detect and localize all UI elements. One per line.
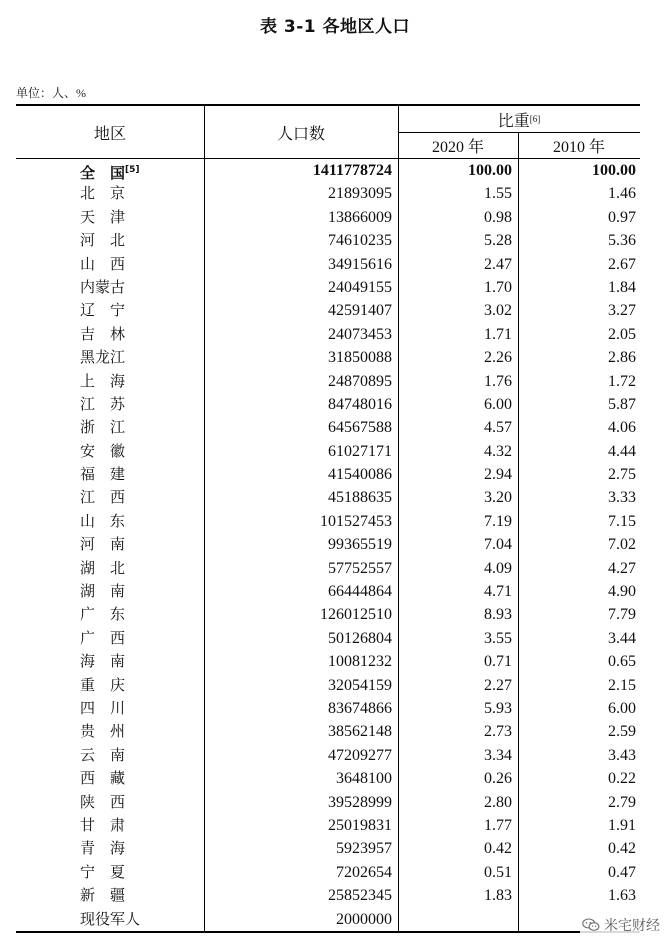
- table-row: [16, 182, 640, 205]
- cell-region: 青 海: [80, 839, 126, 858]
- table-row: [16, 603, 640, 626]
- cell-share-2010: 6.00: [608, 699, 636, 717]
- cell-share-2020: 4.71: [484, 583, 512, 601]
- cell-population: 66444864: [328, 583, 392, 601]
- table-row: [16, 557, 640, 580]
- cell-population: 61027171: [328, 442, 392, 460]
- cell-population: 24073453: [328, 325, 392, 343]
- cell-region: 湖 北: [80, 558, 126, 577]
- cell-share-2020: 7.19: [484, 512, 512, 530]
- cell-share-2020: 2.47: [484, 255, 512, 273]
- cell-region: 辽 宁: [80, 301, 126, 320]
- table-row: [16, 861, 640, 884]
- cell-region: 西 藏: [80, 769, 126, 788]
- cell-share-2020: 4.32: [484, 442, 512, 460]
- cell-share-2010: 5.87: [608, 395, 636, 413]
- cell-share-2010: 0.97: [608, 208, 636, 226]
- cell-share-2020: 1.83: [484, 887, 512, 905]
- cell-share-2010: 1.63: [608, 887, 636, 905]
- table-row: [16, 346, 640, 369]
- cell-share-2010: 3.33: [608, 489, 636, 507]
- divider: [518, 159, 519, 931]
- table-row: [16, 627, 640, 650]
- cell-share-2020: 2.27: [484, 676, 512, 694]
- cell-region: 云 南: [80, 745, 126, 764]
- cell-population: 31850088: [328, 349, 392, 367]
- cell-population: 39528999: [328, 793, 392, 811]
- cell-region: 山 西: [80, 254, 126, 273]
- cell-region: 现役军人: [80, 909, 141, 928]
- cell-population: 21893095: [328, 185, 392, 203]
- table-row: [16, 884, 640, 907]
- table-header: [16, 106, 640, 159]
- cell-share-2020: 0.42: [484, 840, 512, 858]
- cell-share-2010: 100.00: [592, 162, 636, 179]
- cell-region: 江 西: [80, 488, 126, 507]
- wechat-icon: [582, 918, 600, 932]
- divider: [398, 106, 399, 158]
- table-row-total: [16, 159, 640, 182]
- cell-population: 47209277: [328, 746, 392, 764]
- watermark: [580, 915, 662, 935]
- cell-share-2010: 1.91: [608, 816, 636, 834]
- cell-population: 126012510: [320, 606, 392, 624]
- cell-region: 河 北: [80, 231, 126, 250]
- cell-population: 25019831: [328, 816, 392, 834]
- table-row: [16, 463, 640, 486]
- divider: [518, 132, 519, 158]
- cell-share-2010: 1.46: [608, 185, 636, 203]
- cell-population: 38562148: [328, 723, 392, 741]
- unit-label: 单位：人、%: [16, 86, 86, 100]
- cell-share-2010: 0.42: [608, 840, 636, 858]
- cell-share-2020: 0.51: [484, 863, 512, 881]
- table-row: [16, 814, 640, 837]
- cell-share-2010: 1.72: [608, 372, 636, 390]
- table-row: [16, 393, 640, 416]
- cell-share-2020: 7.04: [484, 536, 512, 554]
- cell-region: 广 东: [80, 605, 126, 624]
- table-body: [16, 159, 640, 931]
- cell-share-2010: 0.22: [608, 770, 636, 788]
- table-row: [16, 767, 640, 790]
- header-year-2010: 2010 年: [552, 138, 605, 156]
- table-row: [16, 697, 640, 720]
- total-region-label: 全 国: [80, 164, 126, 182]
- total-region-note: [5]: [125, 165, 140, 175]
- cell-region: 黑龙江: [80, 348, 126, 367]
- cell-share-2020: 3.02: [484, 302, 512, 320]
- cell-population: 25852345: [328, 887, 392, 905]
- cell-region: 内蒙古: [80, 277, 126, 296]
- table-row: [16, 323, 640, 346]
- cell-share-2020: 2.94: [484, 466, 512, 484]
- cell-region: 四 川: [80, 698, 126, 717]
- cell-share-2010: 4.27: [608, 559, 636, 577]
- cell-region: 新 疆: [80, 886, 126, 905]
- table-row: [16, 416, 640, 439]
- header-share: [398, 106, 640, 133]
- cell-population: 32054159: [328, 676, 392, 694]
- header-population: 人口数: [276, 125, 325, 143]
- page-title: 表 3-1 各地区人口: [259, 17, 411, 37]
- table-row: [16, 440, 640, 463]
- table-row: [16, 744, 640, 767]
- cell-share-2020: 2.80: [484, 793, 512, 811]
- cell-population: 13866009: [328, 208, 392, 226]
- population-table: [16, 104, 640, 933]
- cell-share-2010: 4.90: [608, 583, 636, 601]
- cell-population: 1411778724: [312, 162, 392, 179]
- table-row: [16, 791, 640, 814]
- header-region: 地区: [93, 125, 126, 143]
- cell-share-2010: 0.47: [608, 863, 636, 881]
- cell-region: 浙 江: [80, 418, 126, 437]
- cell-share-2010: 7.79: [608, 606, 636, 624]
- cell-region: 上 海: [80, 371, 126, 390]
- table-row: [16, 276, 640, 299]
- cell-share-2010: 5.36: [608, 232, 636, 250]
- cell-population: 3648100: [336, 770, 392, 788]
- cell-region: 陕 西: [80, 792, 126, 811]
- cell-region: 海 南: [80, 652, 126, 671]
- cell-population: 45188635: [328, 489, 392, 507]
- cell-region: 江 苏: [80, 394, 126, 413]
- cell-share-2020: 2.26: [484, 349, 512, 367]
- cell-population: 74610235: [328, 232, 392, 250]
- cell-share-2020: 5.28: [484, 232, 512, 250]
- cell-share-2020: 8.93: [484, 606, 512, 624]
- cell-share-2010: 4.44: [608, 442, 636, 460]
- cell-population: 34915616: [328, 255, 392, 273]
- table-row: [16, 370, 640, 393]
- header-share-note: [6]: [529, 114, 541, 124]
- cell-share-2020: 0.71: [484, 653, 512, 671]
- cell-population: 24870895: [328, 372, 392, 390]
- table-row: [16, 650, 640, 673]
- cell-region: 甘 肃: [80, 815, 126, 834]
- table-row: [16, 486, 640, 509]
- cell-region: 安 徽: [80, 441, 126, 460]
- cell-population: 101527453: [320, 512, 392, 530]
- table-row: [16, 908, 640, 931]
- cell-population: 41540086: [328, 466, 392, 484]
- cell-region: 山 东: [80, 511, 126, 530]
- cell-share-2010: 2.79: [608, 793, 636, 811]
- table-row: [16, 837, 640, 860]
- cell-share-2010: 2.05: [608, 325, 636, 343]
- cell-share-2020: 1.76: [484, 372, 512, 390]
- cell-population: 7202654: [336, 863, 392, 881]
- divider: [204, 159, 205, 931]
- cell-population: 84748016: [328, 395, 392, 413]
- table-row: [16, 720, 640, 743]
- cell-share-2010: 7.02: [608, 536, 636, 554]
- header-share-label: 比重: [497, 112, 530, 130]
- cell-share-2010: 3.27: [608, 302, 636, 320]
- cell-population: 50126804: [328, 629, 392, 647]
- cell-share-2020: 1.55: [484, 185, 512, 203]
- cell-share-2020: 0.26: [484, 770, 512, 788]
- cell-region: 重 庆: [80, 675, 126, 694]
- cell-share-2010: 7.15: [608, 512, 636, 530]
- cell-share-2010: 4.06: [608, 419, 636, 437]
- table-row: [16, 206, 640, 229]
- divider: [398, 159, 399, 931]
- cell-share-2010: 3.43: [608, 746, 636, 764]
- cell-share-2020: [398, 908, 518, 931]
- cell-share-2020: 1.70: [484, 278, 512, 296]
- cell-population: 57752557: [328, 559, 392, 577]
- cell-region: 天 津: [80, 207, 126, 226]
- cell-region: [16, 159, 204, 182]
- cell-population: 83674866: [328, 699, 392, 717]
- cell-share-2010: 2.75: [608, 466, 636, 484]
- cell-region: 湖 南: [80, 582, 126, 601]
- cell-region: 河 南: [80, 535, 126, 554]
- cell-region: 宁 夏: [80, 862, 126, 881]
- cell-region: 贵 州: [80, 722, 126, 741]
- cell-population: 10081232: [328, 653, 392, 671]
- cell-population: 24049155: [328, 278, 392, 296]
- cell-share-2020: 5.93: [484, 699, 512, 717]
- cell-region: 广 西: [80, 628, 126, 647]
- table-row: [16, 510, 640, 533]
- table-row: [16, 674, 640, 697]
- cell-share-2010: 2.15: [608, 676, 636, 694]
- cell-share-2020: 4.57: [484, 419, 512, 437]
- cell-share-2020: 3.34: [484, 746, 512, 764]
- cell-region: 北 京: [80, 184, 126, 203]
- table-row: [16, 253, 640, 276]
- cell-share-2020: 1.77: [484, 816, 512, 834]
- cell-share-2020: 3.55: [484, 629, 512, 647]
- cell-population: 42591407: [328, 302, 392, 320]
- cell-share-2010: 3.44: [608, 629, 636, 647]
- watermark-text: 米宅财经: [604, 918, 660, 934]
- cell-share-2010: 2.59: [608, 723, 636, 741]
- table-row: [16, 533, 640, 556]
- cell-share-2020: 100.00: [468, 162, 512, 179]
- cell-share-2010: 2.67: [608, 255, 636, 273]
- cell-population: 5923957: [336, 840, 392, 858]
- cell-region: 福 建: [80, 465, 126, 484]
- cell-population: 2000000: [336, 910, 392, 928]
- divider: [204, 106, 205, 158]
- cell-share-2010: 1.84: [608, 278, 636, 296]
- cell-share-2020: 2.73: [484, 723, 512, 741]
- cell-population: 64567588: [328, 419, 392, 437]
- cell-share-2020: 4.09: [484, 559, 512, 577]
- table-row: [16, 580, 640, 603]
- cell-share-2020: 3.20: [484, 489, 512, 507]
- table-row: [16, 229, 640, 252]
- cell-share-2020: 0.98: [484, 208, 512, 226]
- table-row: [16, 299, 640, 322]
- header-year-2020: 2020 年: [431, 138, 484, 156]
- cell-region: 吉 林: [80, 324, 126, 343]
- cell-share-2010: 0.65: [608, 653, 636, 671]
- cell-share-2020: 1.71: [484, 325, 512, 343]
- cell-population: 99365519: [328, 536, 392, 554]
- cell-share-2020: 6.00: [484, 395, 512, 413]
- cell-share-2010: 2.86: [608, 349, 636, 367]
